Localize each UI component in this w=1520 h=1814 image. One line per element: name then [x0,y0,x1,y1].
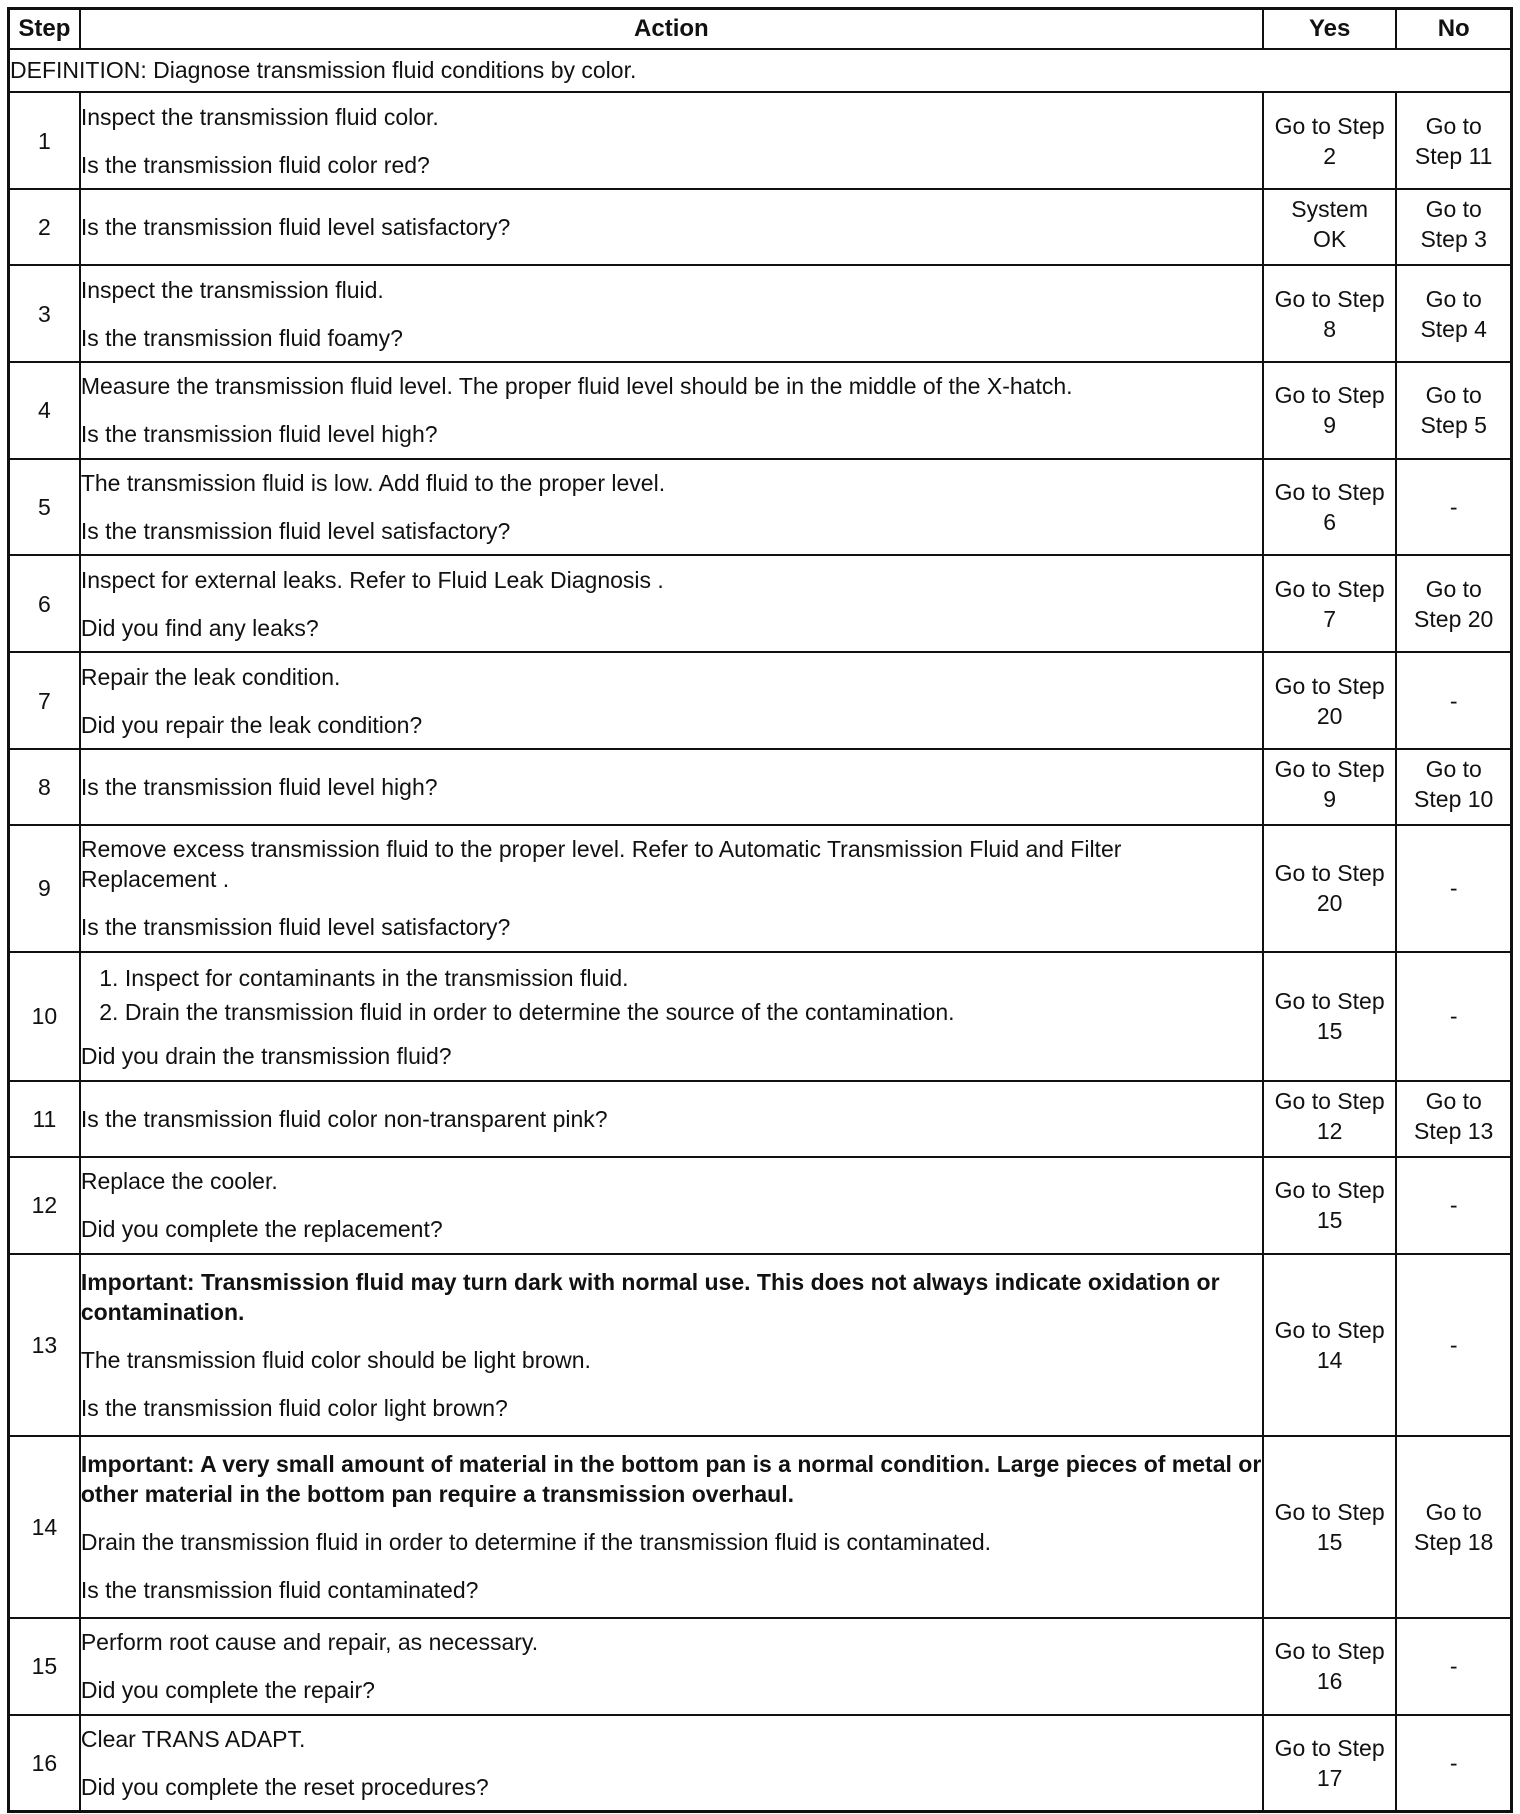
header-yes: Yes [1263,9,1396,49]
yes-link-line2[interactable]: 2 [1323,142,1337,169]
header-no: No [1396,9,1511,49]
yes-cell[interactable] [1263,1618,1396,1715]
no-link-line1[interactable]: Go to [1425,756,1482,783]
step-number: 11 [9,1081,80,1157]
no-cell[interactable] [1396,189,1511,265]
no-link-line1[interactable]: Go to [1425,112,1482,139]
no-dash: - [1449,1003,1458,1030]
yes-link-line2[interactable]: 15 [1316,1018,1343,1045]
yes-link-line1[interactable]: Go to Step [1274,112,1385,139]
important-note: Important: Transmission fluid may turn dark with normal use. This does not always indicate oxidation or contamination. [80,1268,1220,1325]
no-cell[interactable] [1396,265,1511,362]
table-row [9,825,1512,952]
yes-link-line2[interactable]: 20 [1316,702,1343,729]
yes-link-line2[interactable]: 9 [1323,412,1337,439]
action-question: Is the transmission fluid level satisfactory? [80,518,511,545]
no-cell [1396,825,1511,952]
no-dash: - [1449,875,1458,902]
no-cell[interactable] [1396,555,1511,652]
action-cell [80,1157,1263,1254]
no-link-line2[interactable]: Step 20 [1414,605,1494,632]
no-link-line2[interactable]: Step 18 [1414,1528,1494,1555]
action-instruction: Inspect the transmission fluid color. [80,103,439,130]
yes-link-line1[interactable]: Go to Step [1274,1734,1385,1761]
action-cell [80,1436,1263,1618]
definition-row [9,49,1512,93]
header-step: Step [9,9,80,49]
yes-cell[interactable] [1263,1715,1396,1812]
action-cell [80,1254,1263,1436]
yes-cell[interactable] [1263,1254,1396,1436]
yes-result-line2[interactable]: OK [1313,226,1347,253]
yes-link-line1[interactable]: Go to Step [1274,988,1385,1015]
no-cell[interactable] [1396,749,1511,825]
no-link-line2[interactable]: Step 13 [1414,1117,1494,1144]
action-cell [80,1081,1263,1157]
step-number: 6 [9,555,80,652]
action-instruction: The transmission fluid is low. Add fluid to the proper level. [80,470,666,497]
diagnostic-table [7,7,1513,1813]
no-cell [1396,952,1511,1081]
table-row [9,1618,1512,1715]
diagnostic-table-container [7,7,1513,1813]
yes-link-line2[interactable]: 15 [1316,1207,1343,1234]
no-cell[interactable] [1396,1081,1511,1157]
table-row [9,92,1512,189]
step-number: 14 [9,1436,80,1618]
action-instruction: Remove excess transmission fluid to the proper level. Refer to Automatic Transmission Fluid and Filter Replacement . [80,836,1122,893]
step-number: 7 [9,652,80,749]
action-cell [80,1715,1263,1812]
no-cell [1396,1618,1511,1715]
action-question: Is the transmission fluid level high? [80,421,438,448]
action-list [81,961,1262,1029]
table-row [9,189,1512,265]
table-row [9,1715,1512,1812]
definition-text: DEFINITION: Diagnose transmission fluid conditions by color. [9,49,1512,93]
table-row [9,1081,1512,1157]
no-cell [1396,1157,1511,1254]
no-cell[interactable] [1396,1436,1511,1618]
no-cell[interactable] [1396,92,1511,189]
action-question: Is the transmission fluid level satisfactory? [80,214,511,241]
header-row [9,9,1512,49]
no-link-line1[interactable]: Go to [1425,382,1482,409]
yes-cell[interactable] [1263,265,1396,362]
header-action: Action [80,9,1263,49]
yes-link-line1[interactable]: Go to Step [1274,382,1385,409]
yes-link-line2[interactable]: 20 [1316,890,1343,917]
no-link-line1[interactable]: Go to [1425,575,1482,602]
no-cell[interactable] [1396,362,1511,459]
table-row [9,1254,1512,1436]
step-number: 8 [9,749,80,825]
no-dash: - [1449,494,1458,521]
action-cell [80,189,1263,265]
step-number: 12 [9,1157,80,1254]
no-cell [1396,1715,1511,1812]
action-question: Did you complete the replacement? [80,1216,443,1243]
step-number: 4 [9,362,80,459]
action-cell [80,652,1263,749]
action-question: Is the transmission fluid color light brown? [80,1394,508,1421]
step-number: 9 [9,825,80,952]
action-question: Did you complete the repair? [80,1677,375,1704]
action-cell [80,459,1263,556]
action-question: Is the transmission fluid contaminated? [80,1576,479,1603]
action-instruction: Clear TRANS ADAPT. [80,1725,306,1752]
table-row [9,1436,1512,1618]
no-link-line2[interactable]: Step 4 [1420,315,1487,342]
no-link-line2[interactable]: Step 3 [1420,226,1487,253]
yes-cell[interactable] [1263,749,1396,825]
step-number: 1 [9,92,80,189]
table-row [9,749,1512,825]
yes-link-line2[interactable]: 9 [1323,786,1337,813]
no-link-line1[interactable]: Go to [1425,285,1482,312]
action-cell [80,952,1263,1081]
yes-link-line1[interactable]: Go to Step [1274,1177,1385,1204]
yes-result-line1[interactable]: System [1291,196,1368,223]
no-cell [1396,459,1511,556]
action-instruction: Replace the cooler. [80,1168,278,1195]
action-instruction: Measure the transmission fluid level. The proper fluid level should be in the middle of the X-hatch. [80,373,1073,400]
action-instruction: Perform root cause and repair, as necessary. [80,1629,539,1656]
step-number: 3 [9,265,80,362]
yes-link-line2[interactable]: 7 [1323,605,1337,632]
yes-link-line1[interactable]: Go to Step [1274,1316,1385,1343]
action-instruction: Inspect the transmission fluid. [80,276,384,303]
action-cell [80,749,1263,825]
yes-cell[interactable] [1263,92,1396,189]
yes-link-line1[interactable]: Go to Step [1274,672,1385,699]
step-number: 10 [9,952,80,1081]
step-number: 16 [9,1715,80,1812]
table-row [9,459,1512,556]
action-instruction: Repair the leak condition. [80,663,341,690]
action-question: Is the transmission fluid foamy? [80,324,403,351]
table-row [9,555,1512,652]
action-list-item: 2. Drain the transmission fluid in order to determine the source of the contamination. [125,995,1262,1029]
yes-link-line1[interactable]: Go to Step [1274,1498,1385,1525]
no-link-line2[interactable]: Step 5 [1420,412,1487,439]
step-number: 13 [9,1254,80,1436]
table-row [9,362,1512,459]
important-note: Important: A very small amount of material in the bottom pan is a normal condition. Large pieces of metal or other material in the bottom pan require a transmission overhaul. [80,1450,1262,1507]
yes-link-line2[interactable]: 6 [1323,509,1337,536]
no-dash: - [1449,687,1458,714]
action-cell [80,555,1263,652]
yes-cell[interactable] [1263,1436,1396,1618]
yes-cell[interactable] [1263,459,1396,556]
action-instruction: Drain the transmission fluid in order to determine if the transmission fluid is contaminated. [80,1528,992,1555]
no-link-line2[interactable]: Step 10 [1414,786,1494,813]
yes-link-line2[interactable]: 17 [1316,1764,1343,1791]
no-cell [1396,652,1511,749]
yes-cell[interactable] [1263,825,1396,952]
action-cell [80,265,1263,362]
no-link-line1[interactable]: Go to [1425,196,1482,223]
action-question: Did you repair the leak condition? [80,711,423,738]
action-question: Is the transmission fluid level satisfactory? [80,914,511,941]
yes-link-line2[interactable]: 14 [1316,1346,1343,1373]
no-link-line2[interactable]: Step 11 [1414,142,1493,169]
action-cell [80,92,1263,189]
yes-link-line1[interactable]: Go to Step [1274,479,1385,506]
action-instruction: The transmission fluid color should be light brown. [80,1346,591,1373]
yes-link-line1[interactable]: Go to Step [1274,1087,1385,1114]
yes-link-line2[interactable]: 12 [1316,1117,1343,1144]
yes-link-line2[interactable]: 16 [1316,1668,1343,1695]
yes-link-line1[interactable]: Go to Step [1274,756,1385,783]
action-cell [80,825,1263,952]
yes-link-line1[interactable]: Go to Step [1274,860,1385,887]
yes-link-line1[interactable]: Go to Step [1274,575,1385,602]
action-question: Did you complete the reset procedures? [80,1773,489,1800]
yes-cell[interactable] [1263,362,1396,459]
no-cell [1396,1254,1511,1436]
yes-link-line1[interactable]: Go to Step [1274,285,1385,312]
yes-cell[interactable] [1263,555,1396,652]
no-dash: - [1449,1331,1458,1358]
yes-link-line2[interactable]: 8 [1323,315,1337,342]
yes-cell[interactable] [1263,652,1396,749]
action-question: Is the transmission fluid color red? [80,151,430,178]
no-dash: - [1449,1192,1458,1219]
no-link-line1[interactable]: Go to [1425,1498,1482,1525]
action-question: Did you find any leaks? [80,614,319,641]
action-cell [80,1618,1263,1715]
yes-cell[interactable] [1263,1081,1396,1157]
table-row [9,652,1512,749]
step-number: 2 [9,189,80,265]
action-cell [80,362,1263,459]
yes-cell[interactable] [1263,952,1396,1081]
table-row [9,952,1512,1081]
yes-link-line1[interactable]: Go to Step [1274,1638,1385,1665]
no-dash: - [1449,1749,1458,1776]
action-question: Is the transmission fluid level high? [80,774,438,801]
yes-link-line2[interactable]: 15 [1316,1528,1343,1555]
action-list-item: 1. Inspect for contaminants in the transmission fluid. [125,961,1262,995]
yes-cell[interactable] [1263,189,1396,265]
action-question: Did you drain the transmission fluid? [80,1043,452,1070]
action-instruction: Inspect for external leaks. Refer to Fluid Leak Diagnosis . [80,566,664,593]
no-link-line1[interactable]: Go to [1425,1087,1482,1114]
action-question: Is the transmission fluid color non-transparent pink? [80,1105,608,1132]
step-number: 5 [9,459,80,556]
step-number: 15 [9,1618,80,1715]
table-row [9,1157,1512,1254]
table-row [9,265,1512,362]
no-dash: - [1449,1653,1458,1680]
yes-cell[interactable] [1263,1157,1396,1254]
